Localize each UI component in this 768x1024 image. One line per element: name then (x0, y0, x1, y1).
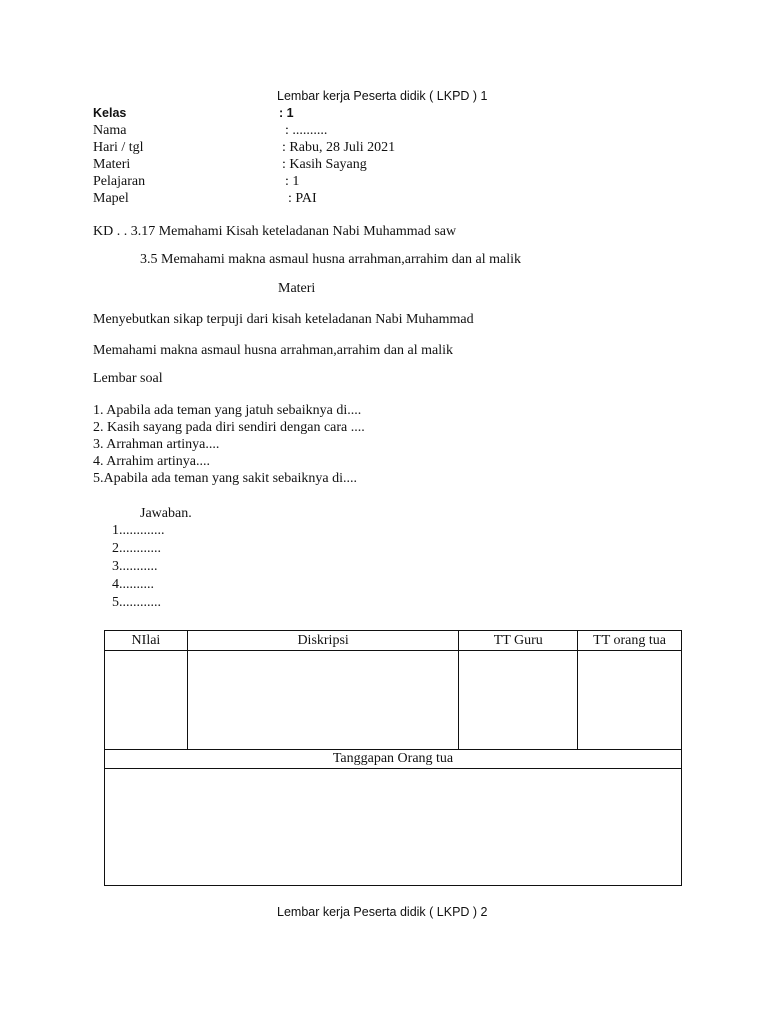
materi-heading: Materi (278, 281, 316, 296)
info-label: Nama (93, 123, 127, 138)
answer-item: 2............ (112, 541, 161, 556)
info-value: : Rabu, 28 Juli 2021 (282, 140, 396, 155)
question-item: 4. Arrahim artinya.... (93, 454, 211, 469)
tt-guru-cell[interactable] (459, 651, 578, 750)
tanggapan-heading: Tanggapan Orang tua (105, 750, 682, 769)
question-item: 5.Apabila ada teman yang sakit sebaiknya di.... (93, 471, 357, 486)
tt-orang-tua-cell[interactable] (578, 651, 682, 750)
info-label: Materi (93, 157, 131, 172)
question-item: 1. Apabila ada teman yang jatuh sebaiknya di.... (93, 403, 362, 418)
nilai-cell[interactable] (105, 651, 188, 750)
header-nilai: NIlai (105, 631, 188, 651)
info-value: : 1 (285, 174, 300, 189)
question-item: 2. Kasih sayang pada diri sendiri dengan cara .... (93, 420, 365, 435)
info-label: Mapel (93, 191, 129, 206)
tanggapan-header-row (105, 750, 682, 769)
kd-line-2: 3.5 Memahami makna asmaul husna arrahman,arrahim dan al malik (140, 252, 521, 267)
answer-item: 5............ (112, 595, 161, 610)
info-value: : 1 (279, 106, 294, 120)
table-header-row (105, 631, 682, 651)
materi-item: Menyebutkan sikap terpuji dari kisah keteladanan Nabi Muhammad (93, 312, 474, 327)
info-value: : PAI (288, 191, 317, 206)
lkpd1-title: Lembar kerja Peserta didik ( LKPD ) 1 (277, 89, 488, 103)
tanggapan-response-cell[interactable] (105, 769, 682, 886)
question-item: 3. Arrahman artinya.... (93, 437, 220, 452)
materi-item: Memahami makna asmaul husna arrahman,arrahim dan al malik (93, 343, 453, 358)
header-tt-orang-tua: TT orang tua (578, 631, 682, 651)
assessment-table (104, 630, 682, 886)
tanggapan-response-row (105, 769, 682, 886)
table-row (105, 651, 682, 750)
header-diskripsi: Diskripsi (187, 631, 458, 651)
info-label: Pelajaran (93, 174, 146, 189)
info-value: : Kasih Sayang (282, 157, 367, 172)
kd-line-1: KD . . 3.17 Memahami Kisah keteladanan Nabi Muhammad saw (93, 224, 457, 239)
info-label: Hari / tgl (93, 140, 144, 155)
info-label: Kelas (93, 106, 127, 120)
answer-item: 3........... (112, 559, 158, 574)
answer-item: 4.......... (112, 577, 154, 592)
lkpd2-title: Lembar kerja Peserta didik ( LKPD ) 2 (277, 905, 488, 919)
lembar-soal-heading: Lembar soal (93, 371, 163, 386)
jawaban-heading: Jawaban. (140, 506, 192, 521)
answer-item: 1............. (112, 523, 165, 538)
diskripsi-cell[interactable] (187, 651, 458, 750)
header-tt-guru: TT Guru (459, 631, 578, 651)
info-value: : .......... (285, 123, 328, 138)
